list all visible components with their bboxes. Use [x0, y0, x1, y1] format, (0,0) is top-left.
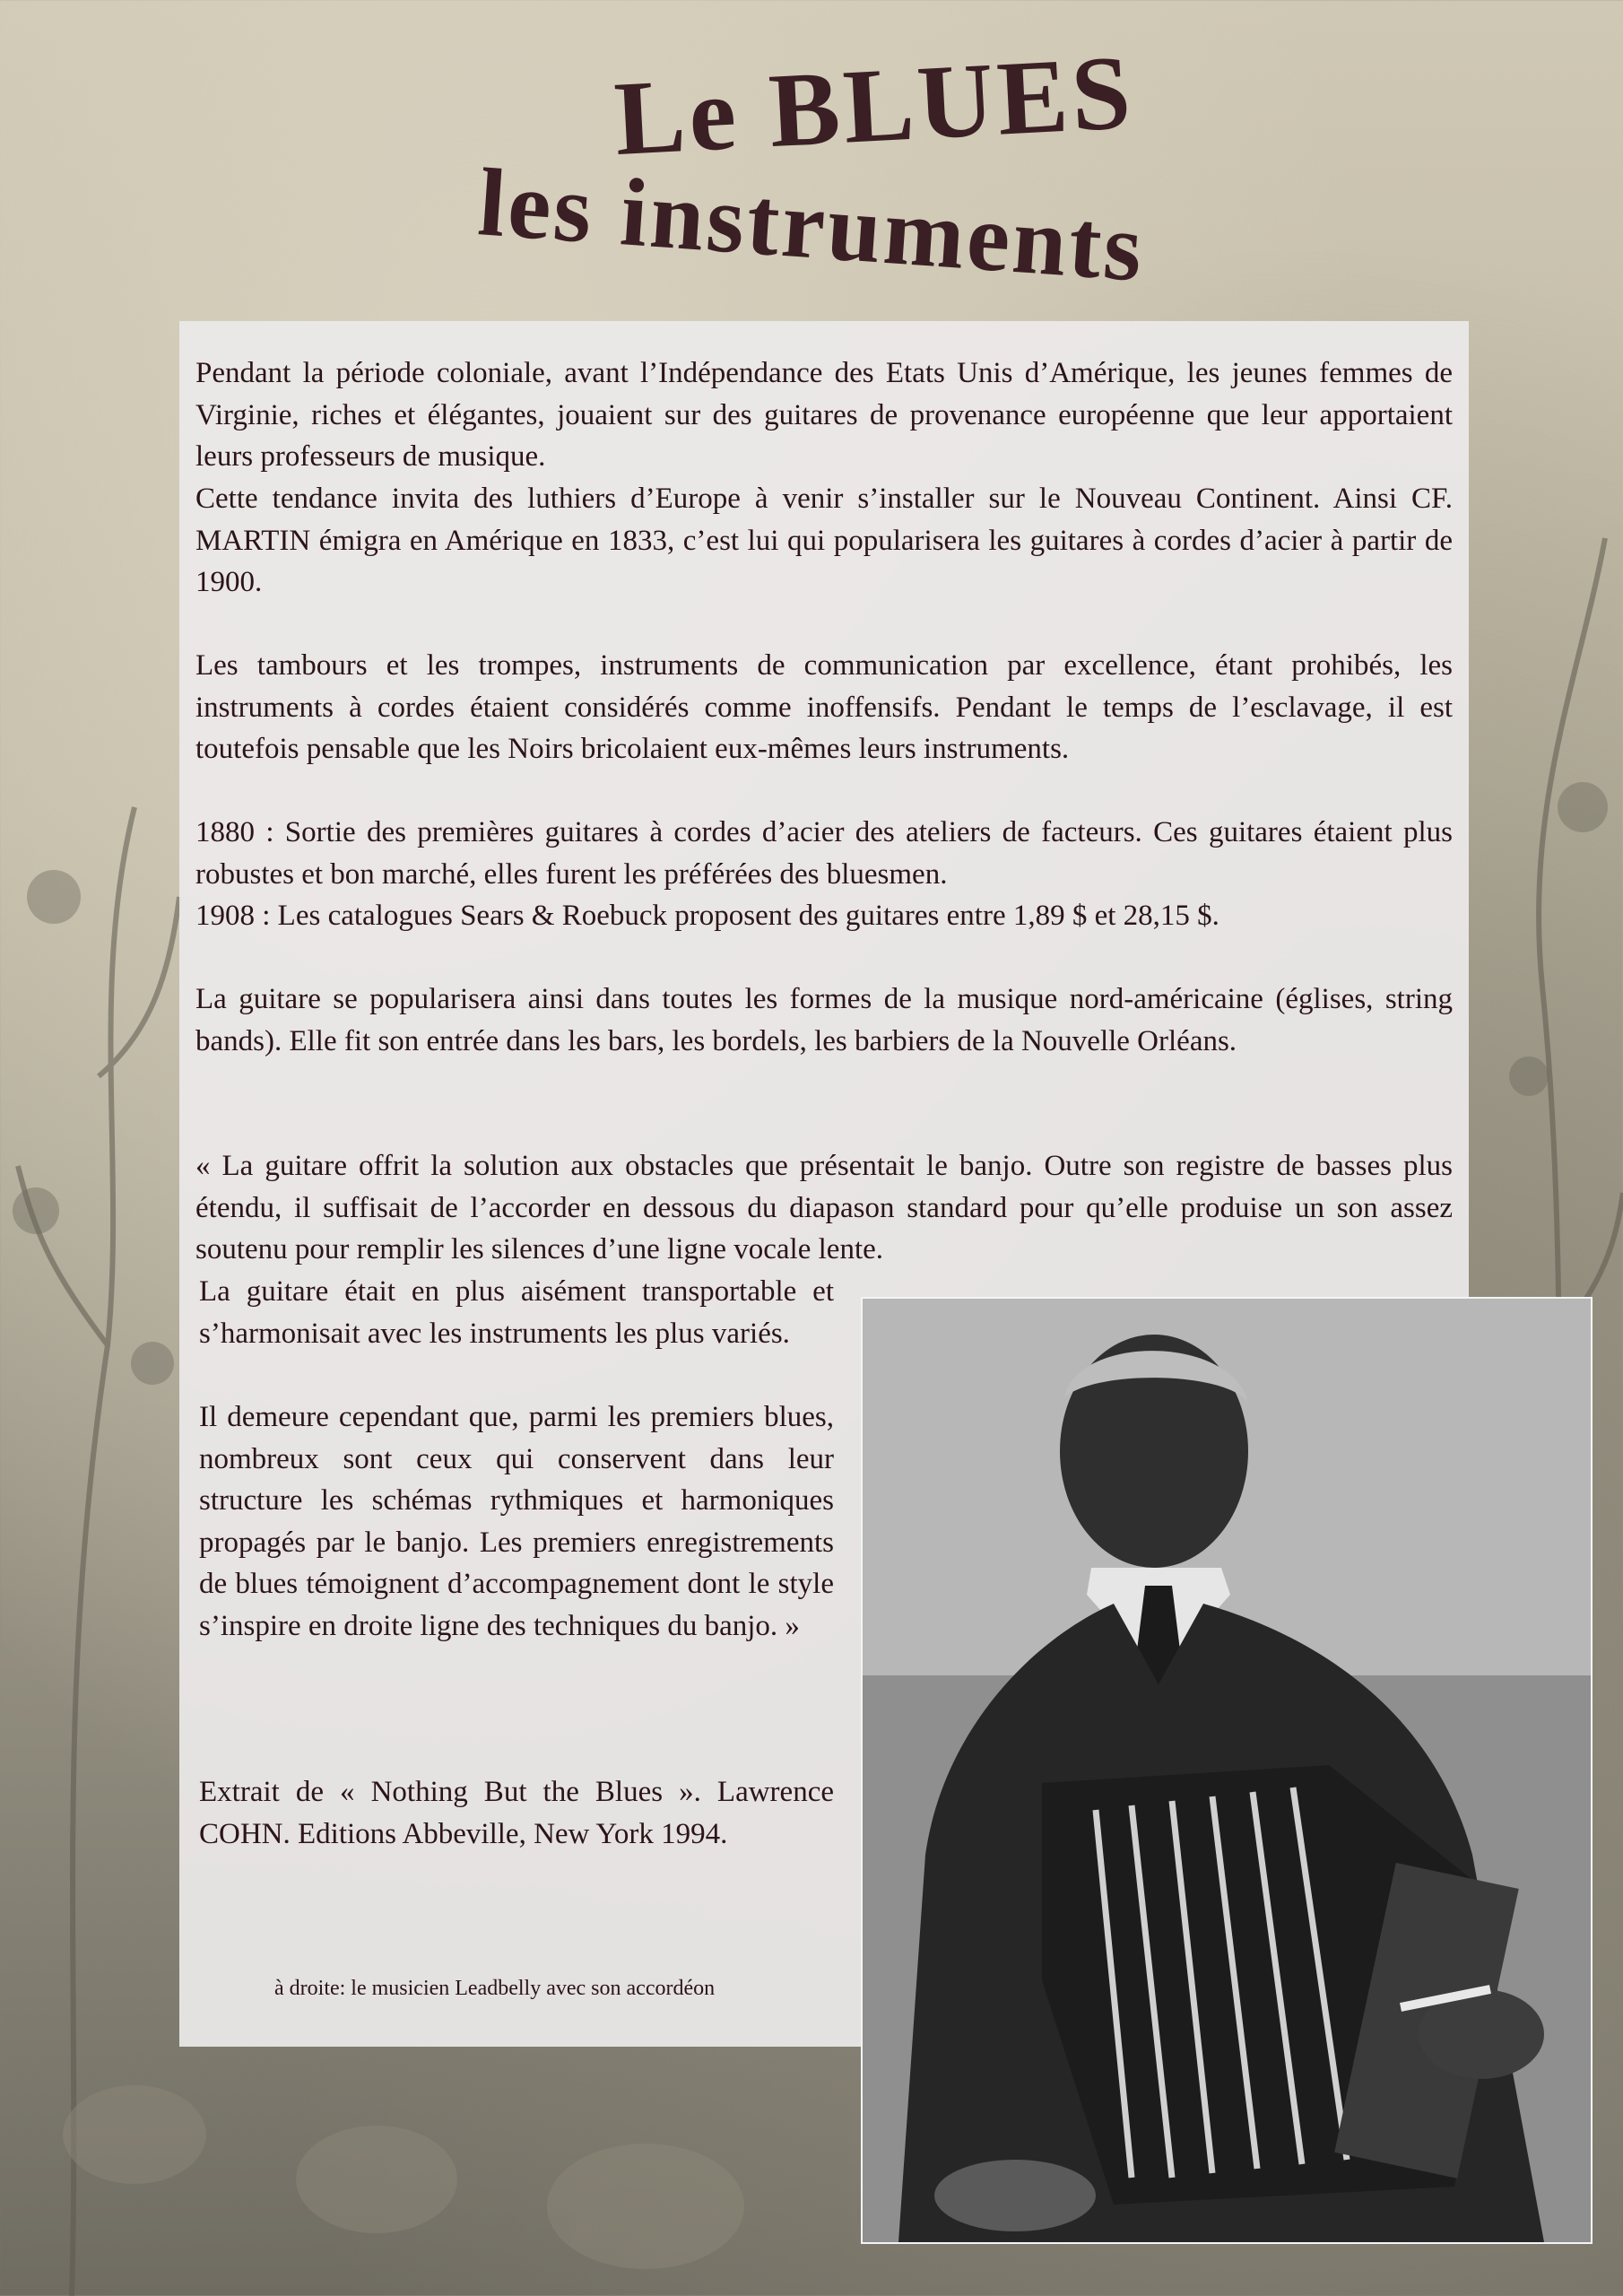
- paragraph-tambours: Les tambours et les trompes, instruments de communication par excellence, étant prohibés, les instruments à cordes étaient considérés comme inoffensifs. Pendant le temps de l’esclavage, il est toutefois pensable que les Noirs bricolaient eux-mêmes leurs instruments.: [195, 649, 1453, 765]
- paragraph-transportable: La guitare était en plus aisément transportable et s’harmonisait avec les instruments les plus variés.: [199, 1275, 834, 1350]
- paragraph-colonial: Pendant la période coloniale, avant l’Indépendance des Etats Unis d’Amérique, les jeunes femmes de Virginie, riches et élégantes, jouaient sur des guitares de provenance européenne que leur apportaient leurs professeurs de musique.: [195, 357, 1453, 473]
- leadbelly-accordion-illustration: [863, 1299, 1591, 2242]
- paragraph-1908: 1908 : Les catalogues Sears & Roebuck proposent des guitares entre 1,89 $ et 28,15 $.: [195, 900, 1219, 932]
- paragraph-1880: 1880 : Sortie des premières guitares à cordes d’acier des ateliers de facteurs. Ces guitares étaient plus robustes et bon marché, elles furent les préférées des bluesmen.: [195, 816, 1453, 891]
- paragraph-banjo: Il demeure cependant que, parmi les premiers blues, nombreux sont ceux qui conservent dans leur structure les schémas rythmiques et harmoniques propagés par le banjo. Les premiers enregistrements de blues témoignent d’accompagnement dont le style s’inspire en droite ligne des techniques du banjo. »: [199, 1401, 834, 1642]
- photo-caption: à droite: le musicien Leadbelly avec son accordéon: [274, 1977, 716, 2000]
- paragraph-popularisation: La guitare se popularisera ainsi dans toutes les formes de la musique nord-américaine (églises, string bands). Elle fit son entrée dans les bars, les bordels, les barbiers de la Nouvelle Orléans.: [195, 983, 1453, 1057]
- leadbelly-photo: [863, 1299, 1591, 2242]
- paragraph-quote-start: « La guitare offrit la solution aux obstacles que présentait le banjo. Outre son registre de basses plus étendu, il suffisait de l’accorder en dessous du diapason standard pour qu’elle produise un son assez soutenu pour remplir les silences d’une ligne vocale lente.: [195, 1150, 1453, 1265]
- page-title-line2: les instruments: [474, 149, 1149, 302]
- paragraph-luthiers: Cette tendance invita des luthiers d’Europe à venir s’installer sur le Nouveau Continent. Ainsi CF. MARTIN émigra en Amérique en 1833, c’est lui qui popularisera les guitares à cordes d’acier à partir de 1900.: [195, 483, 1453, 598]
- page-title-line1: Le BLUES: [612, 32, 1137, 178]
- paragraph-source: Extrait de « Nothing But the Blues ». Lawrence COHN. Editions Abbeville, New York 1994.: [199, 1776, 834, 1850]
